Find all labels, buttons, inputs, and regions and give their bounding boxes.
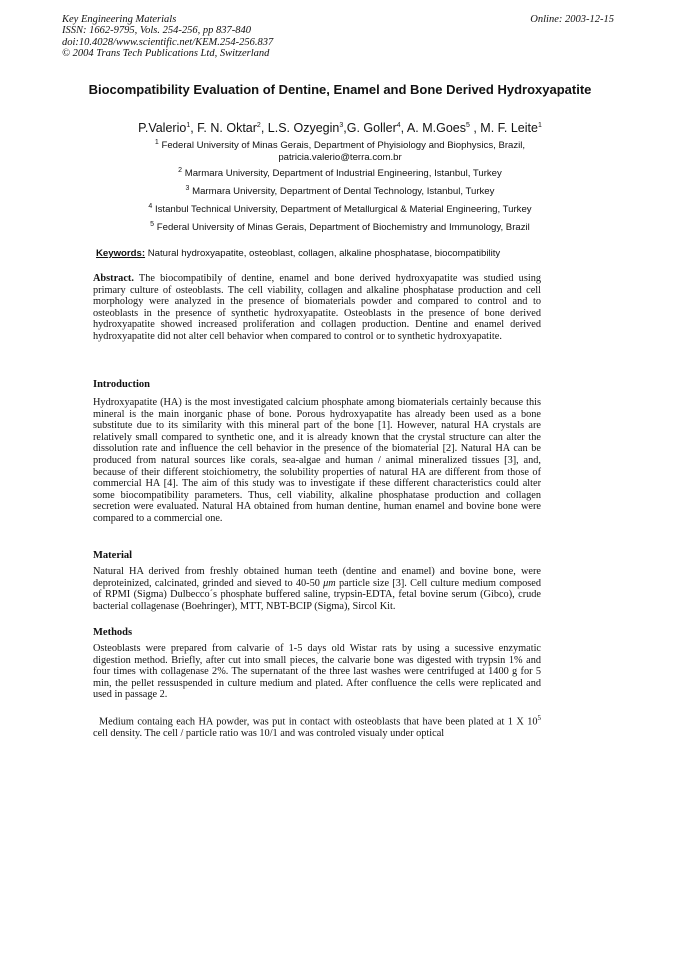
introduction-heading: Introduction [93,379,150,390]
author: P.Valerio$^1$, [138,121,198,135]
material-text: Natural HA derived from freshly obtained human teeth (dentine and enamel) and bovine bone, were deproteinized, calcinated, grinded and sieved to 40-50 μm particle size [3]. Cell culture medium composed of RPMI (Sigma) Dulbecco´s phosphate buffered saline, trypsin-EDTA, fetal bovine serum (Gibco), crude bacterial collagenase (Boehringer), MTT, NBT-BCIP (Sigma), Sircol Kit. [93,566,541,612]
author: L.S. Ozyegin$^3$, [267,121,347,135]
copyright-line: © 2004 Trans Tech Publications Ltd, Switzerland [62,47,270,59]
abstract [93,273,541,343]
methods-heading: Methods [93,627,133,638]
introduction-text: Hydroxyapatite (HA) is the most investigated calcium phosphate among biomaterials certainly because this mineral is the main inorganic phase of bone. Porous hydroxyapatite has already been used as a bone substitute due to its similarity with this mineral part of the bone [1]. However, natural HA crystals are relatively small compared to synthetic one, and it is already known that the crystal structure can alter the dissolution rate and influence the cell behavior in the presence of the biomaterial [2]. Natural HA can be produced from natural sources like corals, sea-algae and human / animal mineralized tissues [3], and, because of their different stoichiometry, the solubility properties of natural HA are different from those of commercial HA [4]. The aim of this study was to investigate if these different characteristics could alter some biocompatibility parameters. Thus, cell viability, alkaline phosphatase production and collagen secretion were evaluated. Natural HA obtained from human dentine, human enamel and bovine bone were compared to a commercial one. [93,397,541,524]
affiliation-3: $^3$ Marmara University, Department of Dental Technology, Istanbul, Turkey [185,184,495,197]
keywords-label: Keywords: [96,248,146,259]
author: M. F. Leite$^1$ [480,121,542,135]
author: G. Goller$^4$, [346,121,407,135]
methods-paragraph-1: Osteoblasts were prepared from calvarie of 1-5 days old Wistar rats by using a sucessive enzymatic digestion method. Briefly, after cut into small pieces, the calvarie bone was digested with trypsin 1% and four times with collagenase 2%. The supernatant of the three last washes were centrifuged at 1400 g for 5 min, the pellet ressuspended in culture medium and plated. After confluence the cells were replicated and used in passage 2. [93,643,541,701]
keywords-text: Natural hydroxyapatite, osteoblast, collagen, alkaline phosphatase, biocompatibility [147,248,501,259]
affiliation-5: $^5$ Federal University of Minas Gerais, Department of Biochemistry and Immunology, Brazil [150,220,530,233]
journal-name: Key Engineering Materials [62,14,177,25]
abstract-text: The biocompatibily of dentine, enamel and bone derived hydroxyapatite was studied using primary culture of osteoblasts. The cell viability, collagen and alkaline phosphatase production and cell morphology were analyzed in the presence of biomaterials powder and compared to control and to osteoblasts in the presence of synthetic hydroxyapatite. Osteoblasts in the presence of bone derived hydroxyapatite showed increased proliferation and collagen production. Dentine and enamel derived hydroxyapatite did not alter cell behavior when compared to control or to synthetic hydroxyapatite. [93,273,542,342]
abstract-label: Abstract. [93,273,134,284]
material-heading: Material [93,550,133,561]
paper-title: Biocompatibility Evaluation of Dentine, Enamel and Bone Derived Hydroxyapatite [88,82,592,97]
affiliation-2: $^2$ Marmara University, Department of Industrial Engineering, Istanbul, Turkey [178,166,502,179]
author: F. N. Oktar$^2$, [197,121,268,135]
author: A. M.Goes$^5$ , [406,121,481,135]
methods-paragraph-2: Medium containg each HA powder, was put in contact with osteoblasts that have been plated at 1 X $10^5$ cell density. The cell / particle ratio was 10/1 and was controled visualy under optical [93,714,541,740]
online-date: Online: 2003-12-15 [530,14,614,25]
contact-email: patricia.valerio@terra.com.br [278,151,402,163]
author-list [60,121,620,135]
keywords [96,248,596,259]
journal-header [62,14,273,59]
affiliation-1: $^1$ Federal University of Minas Gerais, Department of Phyisiology and Biophysics, Brazil, patricia.valerio@terra.com.br [60,140,620,163]
issn-line: ISSN: 1662-9795, Vols. 254-256, pp 837-840 [62,25,251,37]
affiliation-4: $^4$ Istanbul Technical University, Department of Metallurgical & Material Engineering, Turkey [148,202,532,215]
doi-line: doi:10.4028/www.scientific.net/KEM.254-256.837 [62,36,274,48]
